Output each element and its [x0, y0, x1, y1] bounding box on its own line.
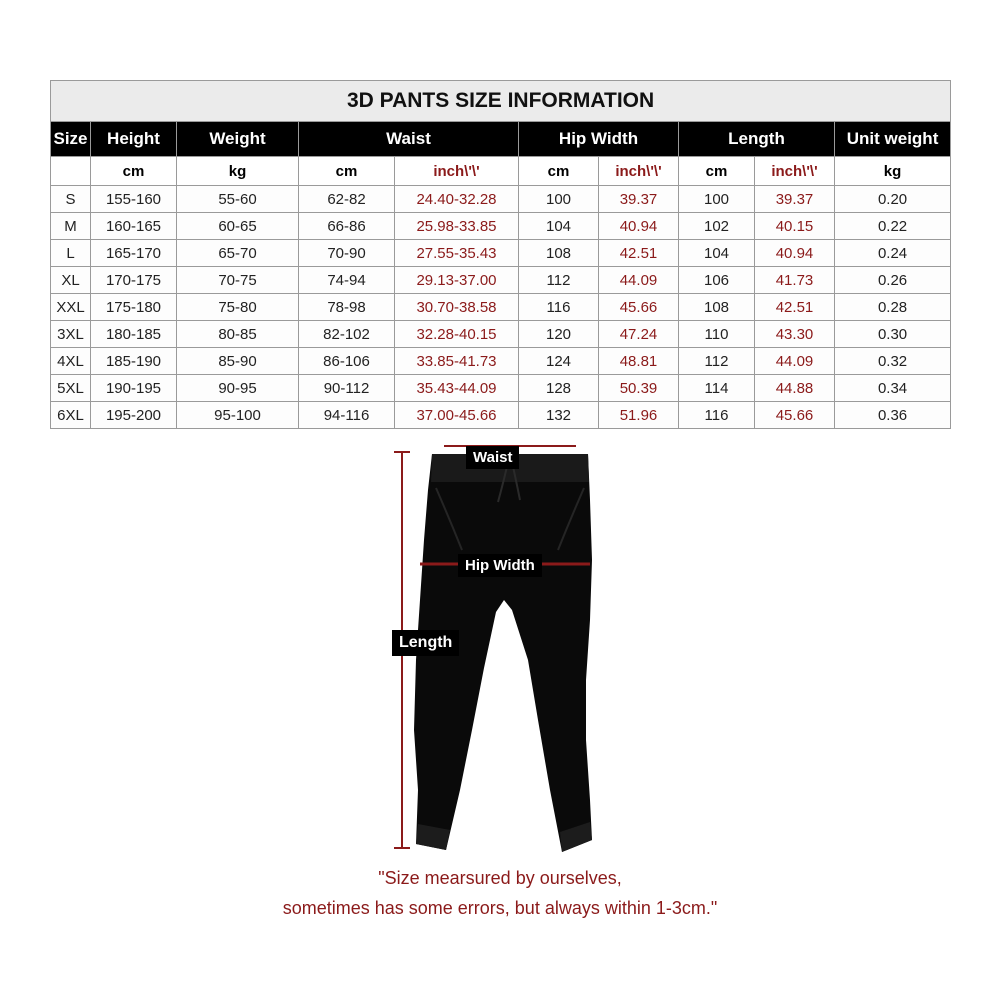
- table-cell: 66-86: [299, 213, 395, 240]
- table-row: [51, 402, 951, 429]
- header-size: Size: [51, 122, 91, 157]
- table-cell: 114: [679, 375, 755, 402]
- table-cell: 170-175: [91, 267, 177, 294]
- table-cell: 44.09: [599, 267, 679, 294]
- table-cell: 175-180: [91, 294, 177, 321]
- table-cell: 45.66: [599, 294, 679, 321]
- table-cell: 32.28-40.15: [395, 321, 519, 348]
- table-cell: 116: [519, 294, 599, 321]
- header-waist: Waist: [299, 122, 519, 157]
- table-cell: 50.39: [599, 375, 679, 402]
- table-cell: XXL: [51, 294, 91, 321]
- waist-label: Waist: [466, 446, 519, 469]
- table-cell: 132: [519, 402, 599, 429]
- table-row: [51, 294, 951, 321]
- table-cell: 27.55-35.43: [395, 240, 519, 267]
- unit-row: [51, 157, 951, 186]
- table-cell: 108: [679, 294, 755, 321]
- table-cell: 75-80: [177, 294, 299, 321]
- table-cell: 100: [519, 186, 599, 213]
- header-weight: Weight: [177, 122, 299, 157]
- table-cell: 120: [519, 321, 599, 348]
- table-cell: 24.40-32.28: [395, 186, 519, 213]
- table-cell: 0.34: [835, 375, 951, 402]
- table-cell: 100: [679, 186, 755, 213]
- header-unit-weight: Unit weight: [835, 122, 951, 157]
- table-cell: 39.37: [599, 186, 679, 213]
- table-cell: 5XL: [51, 375, 91, 402]
- unit-unit-weight: kg: [835, 157, 951, 186]
- header-hip-width: Hip Width: [519, 122, 679, 157]
- table-cell: 0.22: [835, 213, 951, 240]
- unit-length-cm: cm: [679, 157, 755, 186]
- table-cell: 155-160: [91, 186, 177, 213]
- table-row: [51, 321, 951, 348]
- table-cell: 25.98-33.85: [395, 213, 519, 240]
- table-cell: 82-102: [299, 321, 395, 348]
- unit-waist-inch: inch\'\': [395, 157, 519, 186]
- table-cell: 42.51: [755, 294, 835, 321]
- hip-width-label: Hip Width: [458, 554, 542, 577]
- unit-waist-cm: cm: [299, 157, 395, 186]
- table-cell: 0.30: [835, 321, 951, 348]
- table-cell: 180-185: [91, 321, 177, 348]
- table-cell: 124: [519, 348, 599, 375]
- table-cell: 48.81: [599, 348, 679, 375]
- table-cell: 0.36: [835, 402, 951, 429]
- table-row: [51, 375, 951, 402]
- table-cell: 33.85-41.73: [395, 348, 519, 375]
- table-cell: 116: [679, 402, 755, 429]
- table-cell: 70-90: [299, 240, 395, 267]
- table-cell: 90-112: [299, 375, 395, 402]
- table-cell: 86-106: [299, 348, 395, 375]
- table-cell: 40.94: [599, 213, 679, 240]
- table-cell: 102: [679, 213, 755, 240]
- table-cell: 104: [519, 213, 599, 240]
- table-cell: 62-82: [299, 186, 395, 213]
- table-cell: 106: [679, 267, 755, 294]
- table-row: [51, 186, 951, 213]
- table-cell: 195-200: [91, 402, 177, 429]
- table-cell: 112: [679, 348, 755, 375]
- table-cell: 108: [519, 240, 599, 267]
- length-label: Length: [392, 630, 459, 656]
- table-cell: 0.24: [835, 240, 951, 267]
- table-cell: XL: [51, 267, 91, 294]
- unit-blank: [51, 157, 91, 186]
- table-cell: 39.37: [755, 186, 835, 213]
- table-cell: 65-70: [177, 240, 299, 267]
- table-cell: 44.09: [755, 348, 835, 375]
- note-line-2: sometimes has some errors, but always within 1-3cm.": [282, 898, 718, 918]
- table-row: [51, 348, 951, 375]
- unit-height: cm: [91, 157, 177, 186]
- table-cell: 95-100: [177, 402, 299, 429]
- size-table: [50, 80, 951, 429]
- table-cell: 160-165: [91, 213, 177, 240]
- table-cell: L: [51, 240, 91, 267]
- table-cell: 55-60: [177, 186, 299, 213]
- table-cell: 165-170: [91, 240, 177, 267]
- table-cell: 3XL: [51, 321, 91, 348]
- table-cell: 51.96: [599, 402, 679, 429]
- table-cell: 110: [679, 321, 755, 348]
- unit-hip-inch: inch\'\': [599, 157, 679, 186]
- table-cell: 74-94: [299, 267, 395, 294]
- unit-hip-cm: cm: [519, 157, 599, 186]
- table-body: [51, 186, 951, 429]
- table-row: [51, 267, 951, 294]
- table-cell: 0.32: [835, 348, 951, 375]
- table-cell: 42.51: [599, 240, 679, 267]
- header-length: Length: [679, 122, 835, 157]
- header-height: Height: [91, 122, 177, 157]
- table-cell: 35.43-44.09: [395, 375, 519, 402]
- table-cell: 37.00-45.66: [395, 402, 519, 429]
- table-cell: 128: [519, 375, 599, 402]
- table-cell: M: [51, 213, 91, 240]
- table-cell: 185-190: [91, 348, 177, 375]
- table-row: [51, 213, 951, 240]
- table-cell: 40.94: [755, 240, 835, 267]
- table-cell: S: [51, 186, 91, 213]
- table-title: 3D PANTS SIZE INFORMATION: [51, 81, 951, 122]
- table-cell: 6XL: [51, 402, 91, 429]
- table-row: [51, 240, 951, 267]
- table-cell: 41.73: [755, 267, 835, 294]
- table-cell: 190-195: [91, 375, 177, 402]
- table-cell: 40.15: [755, 213, 835, 240]
- table-cell: 0.26: [835, 267, 951, 294]
- table-cell: 30.70-38.58: [395, 294, 519, 321]
- table-cell: 45.66: [755, 402, 835, 429]
- table-cell: 0.28: [835, 294, 951, 321]
- table-cell: 94-116: [299, 402, 395, 429]
- table-cell: 80-85: [177, 321, 299, 348]
- unit-weight: kg: [177, 157, 299, 186]
- table-cell: 90-95: [177, 375, 299, 402]
- table-cell: 44.88: [755, 375, 835, 402]
- table-cell: 78-98: [299, 294, 395, 321]
- table-cell: 4XL: [51, 348, 91, 375]
- table-cell: 104: [679, 240, 755, 267]
- table-cell: 29.13-37.00: [395, 267, 519, 294]
- table-cell: 112: [519, 267, 599, 294]
- table-cell: 60-65: [177, 213, 299, 240]
- unit-length-inch: inch\'\': [755, 157, 835, 186]
- table-cell: 43.30: [755, 321, 835, 348]
- note-line-1: "Size mearsured by ourselves,: [378, 868, 622, 888]
- table-cell: 85-90: [177, 348, 299, 375]
- table-cell: 0.20: [835, 186, 951, 213]
- table-cell: 47.24: [599, 321, 679, 348]
- table-cell: 70-75: [177, 267, 299, 294]
